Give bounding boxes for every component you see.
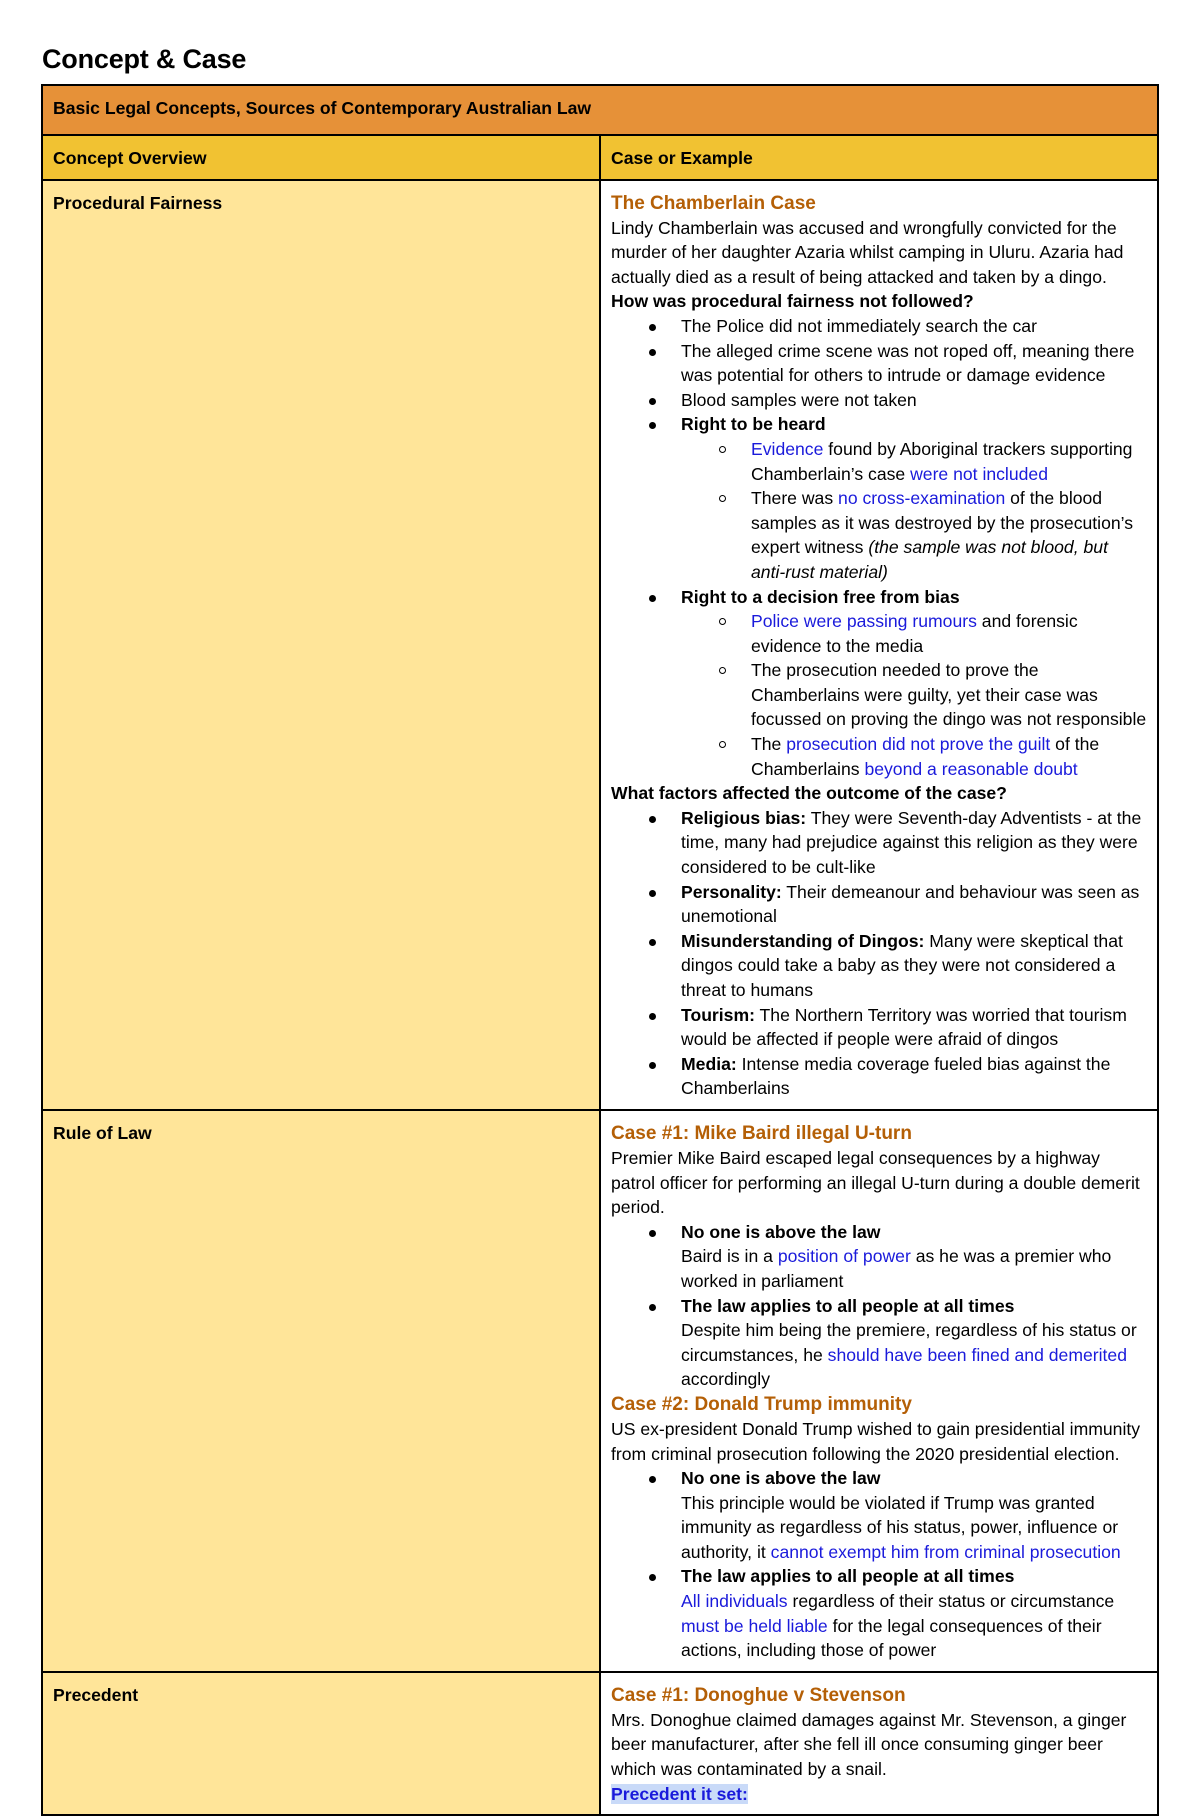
table-heading: Basic Legal Concepts, Sources of Contemporary Australian Law <box>42 85 1158 135</box>
column-header-concept: Concept Overview <box>42 135 600 180</box>
bullet-list <box>611 1466 1147 1663</box>
table-row <box>42 180 1158 1110</box>
list-item: The prosecution did not prove the guilt of the Chamberlains beyond a reasonable doubt <box>681 732 1147 781</box>
question-heading: How was procedural fairness not followed? <box>611 291 974 312</box>
case-title: The Chamberlain Case <box>611 192 816 214</box>
case-title: Case #1: Mike Baird illegal U-turn <box>611 1122 912 1144</box>
list-item: The prosecution needed to prove the Chamberlains were guilty, yet their case was focussed on proving the dingo was not responsible <box>681 658 1147 732</box>
bullet-list <box>611 806 1147 1101</box>
table-row <box>42 1110 1158 1672</box>
case-summary: US ex-president Donald Trump wished to gain presidential immunity from criminal prosecution following the 2020 presidential election. <box>611 1418 1141 1464</box>
concept-procedural-fairness: Procedural Fairness <box>42 180 600 1110</box>
list-item: Police were passing rumours and forensic evidence to the media <box>681 609 1147 658</box>
case-cell <box>600 180 1158 1110</box>
list-item: The Police did not immediately search the car <box>611 314 1147 339</box>
question-heading: What factors affected the outcome of the case? <box>611 783 1007 804</box>
bullet-list <box>611 1220 1147 1392</box>
list-item: Evidence found by Aboriginal trackers supporting Chamberlain’s case were not included <box>681 437 1147 486</box>
case-title: Case #2: Donald Trump immunity <box>611 1393 912 1415</box>
bullet-list <box>611 314 1147 781</box>
table-row <box>42 1672 1158 1815</box>
list-item: The law applies to all people at all times All individuals regardless of their status or circumstance must be held liable for the legal consequences of their actions, including those of power <box>611 1564 1147 1662</box>
list-item: Religious bias: They were Seventh-day Adventists - at the time, many had prejudice against this religion as they were considered to be cult-like <box>611 806 1147 880</box>
document-title: Concept & Case <box>42 44 247 74</box>
sub-list <box>681 609 1147 781</box>
case-title: Case #1: Donoghue v Stevenson <box>611 1684 906 1706</box>
table-heading-row <box>42 85 1158 135</box>
case-summary: Premier Mike Baird escaped legal consequences by a highway patrol officer for performing an illegal U-turn during a double demerit period. <box>611 1147 1140 1218</box>
list-item: No one is above the law This principle would be violated if Trump was granted immunity as regardless of his status, power, influence or authority, it cannot exempt him from criminal prosecution <box>611 1466 1147 1564</box>
list-item: Misunderstanding of Dingos: Many were skeptical that dingos could take a baby as they were not considered a threat to humans <box>611 929 1147 1003</box>
list-item: The law applies to all people at all times Despite him being the premiere, regardless of his status or circumstances, he should have been fined and demerited accordingly <box>611 1294 1147 1392</box>
list-item: There was no cross-examination of the blood samples as it was destroyed by the prosecution’s expert witness (the sample was not blood, but anti-rust material) <box>681 486 1147 584</box>
case-cell <box>600 1110 1158 1672</box>
case-summary: Lindy Chamberlain was accused and wrongfully convicted for the murder of her daughter Azaria whilst camping in Uluru. Azaria had actually died as a result of being attacked and taken by a dingo. <box>611 217 1124 287</box>
concept-rule-of-law: Rule of Law <box>42 1110 600 1672</box>
list-item: The alleged crime scene was not roped off, meaning there was potential for others to intrude or damage evidence <box>611 339 1147 388</box>
sub-list <box>681 437 1147 585</box>
list-item: Personality: Their demeanour and behaviour was seen as unemotional <box>611 880 1147 929</box>
concept-case-table <box>41 84 1159 1816</box>
column-header-case: Case or Example <box>600 135 1158 180</box>
list-item: Blood samples were not taken <box>611 388 1147 413</box>
column-header-row <box>42 135 1158 180</box>
list-item: Tourism: The Northern Territory was worried that tourism would be affected if people were afraid of dingos <box>611 1003 1147 1052</box>
list-item: Media: Intense media coverage fueled bias against the Chamberlains <box>611 1052 1147 1101</box>
precedent-set-label: Precedent it set: <box>611 1783 748 1804</box>
list-item: No one is above the law Baird is in a position of power as he was a premier who worked in parliament <box>611 1220 1147 1294</box>
list-item: Right to a decision free from bias Police were passing rumours and forensic evidence to the media The prosecution needed to prove the Chamberlains were guilty, yet their case was focussed on proving the dingo was not responsible The prosecution did not prove the guilt of the Chamberlains beyond a reasonable doubt <box>611 585 1147 782</box>
case-cell <box>600 1672 1158 1815</box>
case-summary: Mrs. Donoghue claimed damages against Mr. Stevenson, a ginger beer manufacturer, after she fell ill once consuming ginger beer which was contaminated by a snail. <box>611 1709 1127 1780</box>
list-item: Right to be heard Evidence found by Aboriginal trackers supporting Chamberlain’s case were not included There was no cross-examination of the blood samples as it was destroyed by the prosecution’s expert witness (the sample was not blood, but anti-rust material) <box>611 412 1147 584</box>
concept-precedent: Precedent <box>42 1672 600 1815</box>
